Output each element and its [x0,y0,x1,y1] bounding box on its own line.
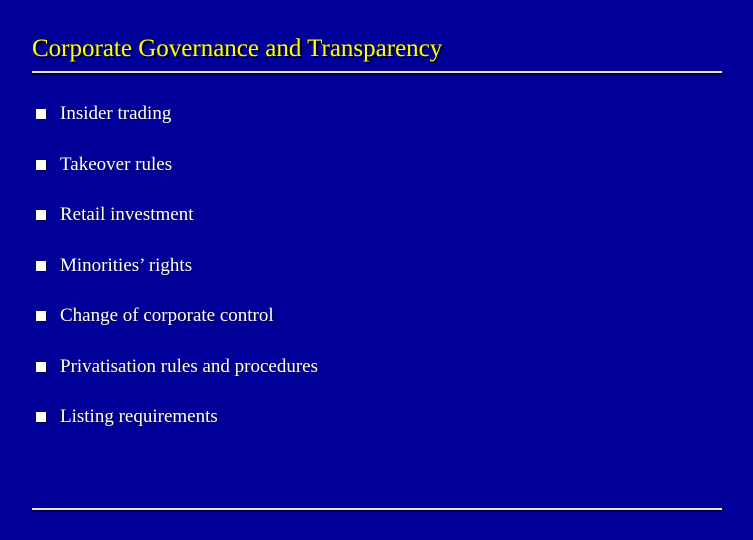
bullet-text: Retail investment [60,204,194,225]
bullet-item [36,153,318,204]
square-bullet-icon [36,160,46,170]
bullet-item [36,102,318,153]
title-underline [32,71,722,73]
square-bullet-icon [36,311,46,321]
bullet-item [36,405,318,456]
bullet-list [36,102,318,456]
bullet-text: Change of corporate control [60,305,274,326]
square-bullet-icon [36,109,46,119]
square-bullet-icon [36,210,46,220]
bullet-text: Minorities’ rights [60,254,193,276]
bullet-text: Privatisation rules and procedures [60,355,319,377]
footer-rule [32,508,722,510]
bullet-item [36,203,318,254]
square-bullet-icon [36,362,46,372]
slide-title: Corporate Governance and Transparency [32,35,443,62]
bullet-item [36,254,318,305]
square-bullet-icon [36,412,46,422]
bullet-item [36,355,318,406]
bullet-item [36,304,318,355]
bullet-text: Insider trading [60,103,172,124]
square-bullet-icon [36,261,46,271]
bullet-text: Listing requirements [60,406,218,427]
bullet-text: Takeover rules [60,153,173,175]
